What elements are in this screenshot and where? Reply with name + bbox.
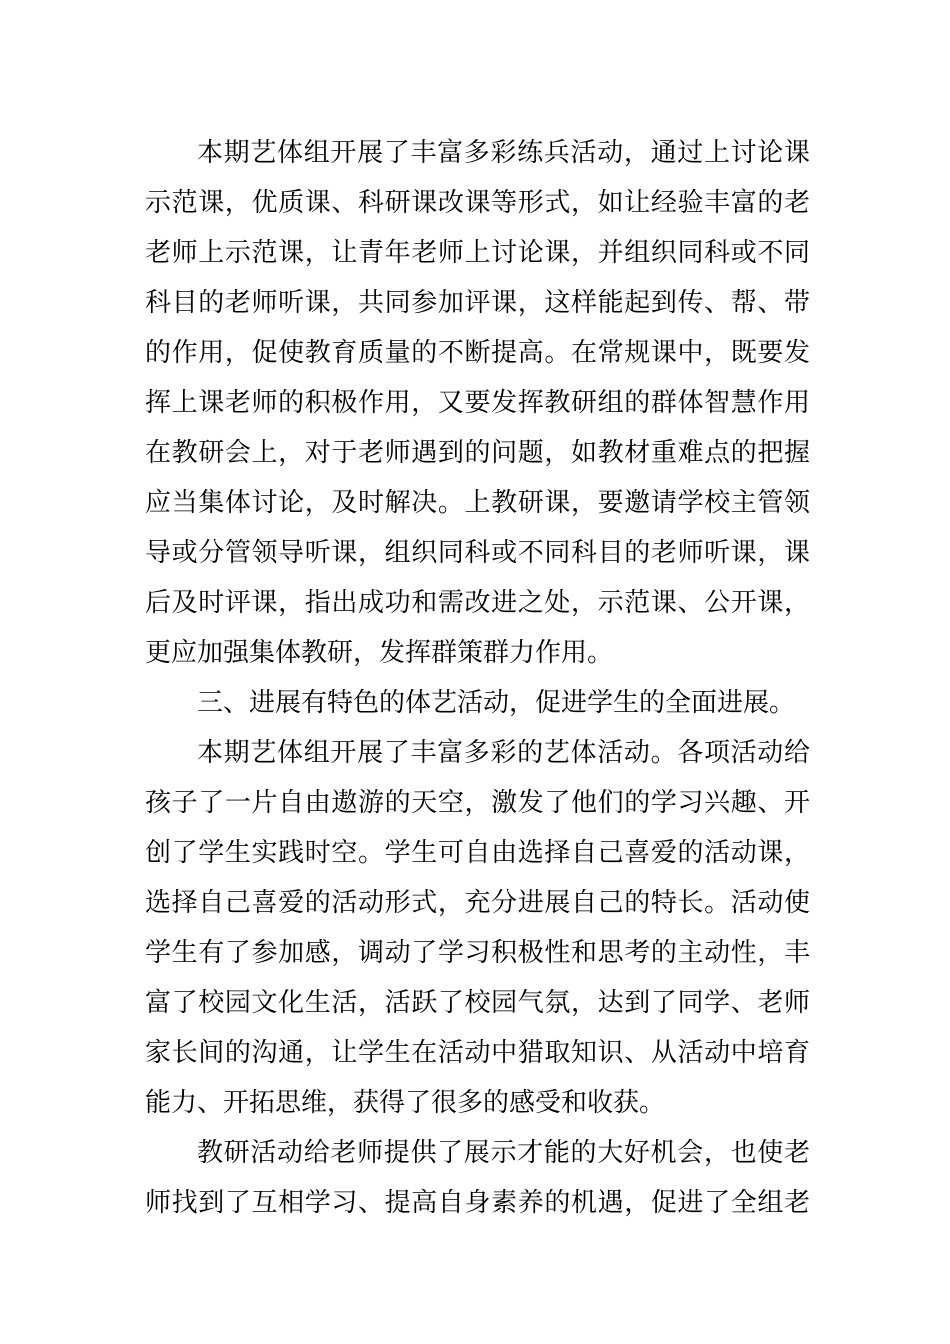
text-line: 本期艺体组开展了丰富多彩的艺体活动。各项活动给 (197, 738, 810, 768)
text-line: 教研活动给老师提供了展示才能的大好机会，也使老 (197, 1138, 810, 1168)
text-line: 导或分管领导听课，组织同科或不同科目的老师听课，课 (145, 538, 810, 568)
text-line: 选择自己喜爱的活动形式，充分进展自己的特长。活动使 (145, 888, 810, 918)
text-line: 示范课，优质课、科研课改课等形式，如让经验丰富的老 (145, 188, 810, 218)
text-line: 在教研会上，对于老师遇到的问题，如教材重难点的把握 (145, 438, 810, 468)
document-body (145, 128, 810, 1228)
text-line: 应当集体讨论，及时解决。上教研课，要邀请学校主管领 (145, 488, 810, 518)
text-line: 老师上示范课，让青年老师上讨论课，并组织同科或不同 (145, 238, 810, 268)
text-line: 能力、开拓思维，获得了很多的感受和收获。 (145, 1088, 666, 1118)
section-heading (145, 678, 810, 728)
text-line: 富了校园文化生活，活跃了校园气氛，达到了同学、老师 (145, 988, 810, 1018)
text-line: 挥上课老师的积极作用，又要发挥教研组的群体智慧作用 (145, 388, 810, 418)
paragraph (145, 1128, 810, 1228)
text-line: 科目的老师听课，共同参加评课，这样能起到传、帮、带 (145, 288, 810, 318)
text-line: 后及时评课，指出成功和需改进之处，示范课、公开课， (145, 588, 810, 618)
text-line: 家长间的沟通，让学生在活动中猎取知识、从活动中培育 (145, 1038, 810, 1068)
text-line: 的作用，促使教育质量的不断提高。在常规课中，既要发 (145, 338, 810, 368)
text-line: 师找到了互相学习、提高自身素养的机遇，促进了全组老 (145, 1188, 810, 1218)
text-line: 更应加强集体教研，发挥群策群力作用。 (145, 638, 614, 668)
text-line: 孩子了一片自由遨游的天空，激发了他们的学习兴趣、开 (145, 788, 810, 818)
text-line: 三、进展有特色的体艺活动，促进学生的全面进展。 (197, 688, 796, 718)
text-line: 本期艺体组开展了丰富多彩练兵活动，通过上讨论课 (197, 138, 810, 168)
paragraph (145, 128, 810, 678)
text-line: 学生有了参加感，调动了学习积极性和思考的主动性，丰 (145, 938, 810, 968)
text-line: 创了学生实践时空。学生可自由选择自己喜爱的活动课， (145, 838, 810, 868)
paragraph (145, 728, 810, 1128)
